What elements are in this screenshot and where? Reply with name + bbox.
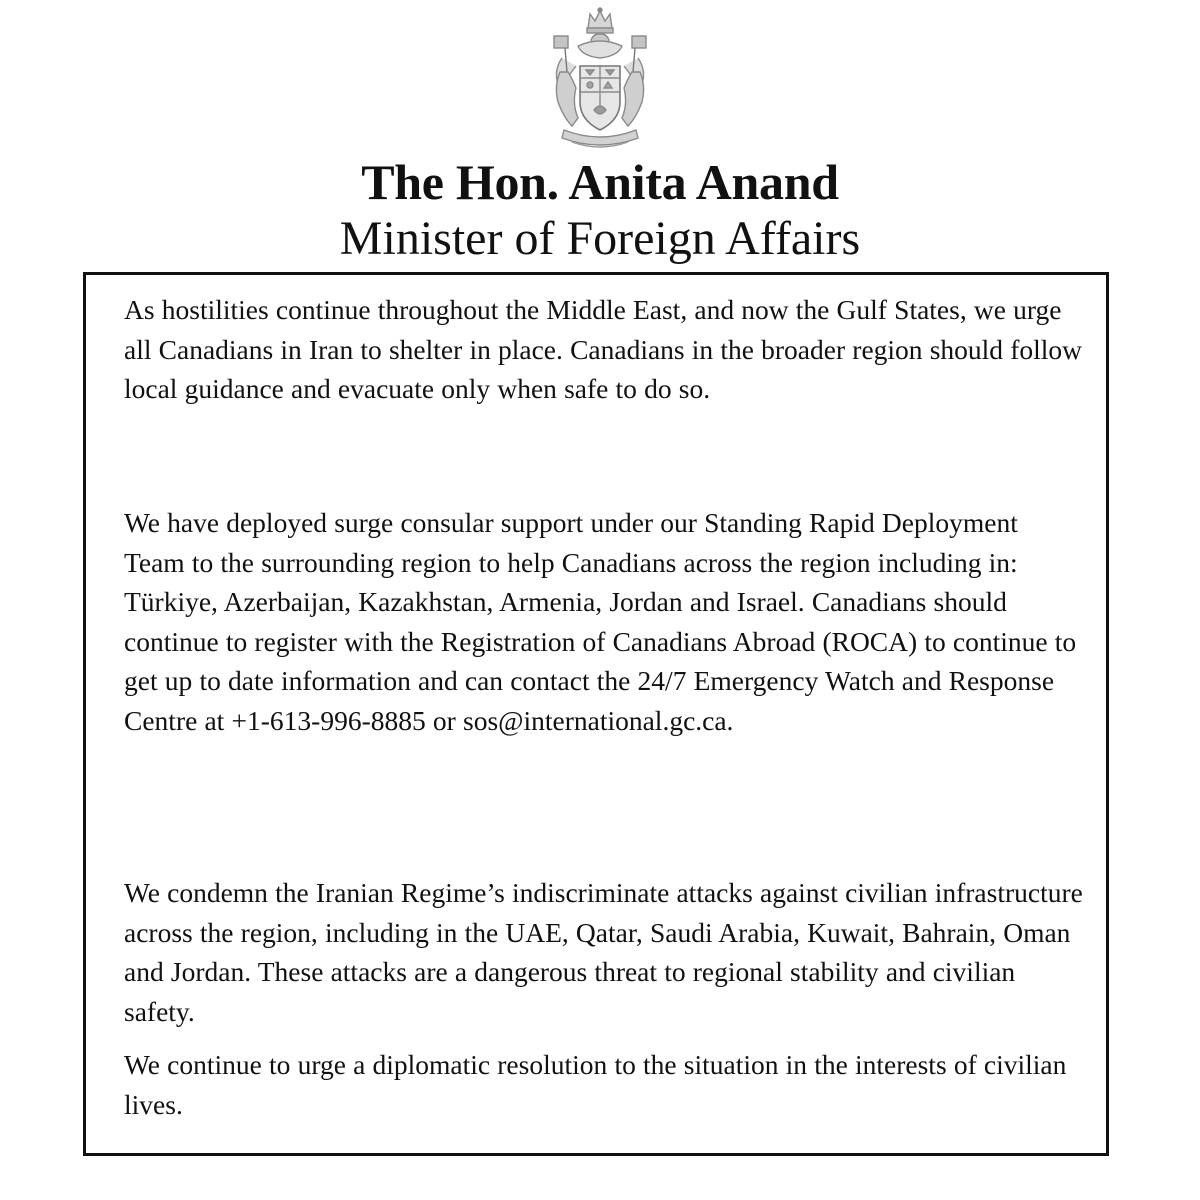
statement-paragraph-2: We have deployed surge consular support under our Standing Rapid Deployment Team to the surrounding region to help Canadians across the region including in: Türkiye, Azerbaijan, Kazakhstan, Armenia, Jordan and Israel. Canadians should continue to register with the Registration of Canadians Abroad (ROCA) to continue to get up to date information and can contact the 24/7 Emergency Watch and Response Centre at +1-613-996-8885 or sos@international.gc.ca. [124, 507, 1077, 736]
minister-title: Minister of Foreign Affairs [339, 212, 861, 265]
coat-of-arms-emblem [542, 6, 658, 154]
statement-paragraph-4: We continue to urge a diplomatic resolution to the situation in the interests of civilian lives. [124, 1049, 1067, 1120]
statement-paragraph-1: As hostilities continue throughout the Middle East, and now the Gulf States, we urge all Canadians in Iran to shelter in place. Canadians in the broader region should follow local guidance and evacuate only when safe to do so. [124, 294, 1083, 405]
statement-box [83, 272, 1109, 1156]
statement-paragraph-3: We condemn the Iranian Regime’s indiscriminate attacks against civilian infrastructure across the region, including in the UAE, Qatar, Saudi Arabia, Kuwait, Bahrain, Oman and Jordan. These attacks are a dangerous threat to regional stability and civilian safety. [124, 877, 1083, 1027]
minister-name: The Hon. Anita Anand [361, 154, 839, 210]
